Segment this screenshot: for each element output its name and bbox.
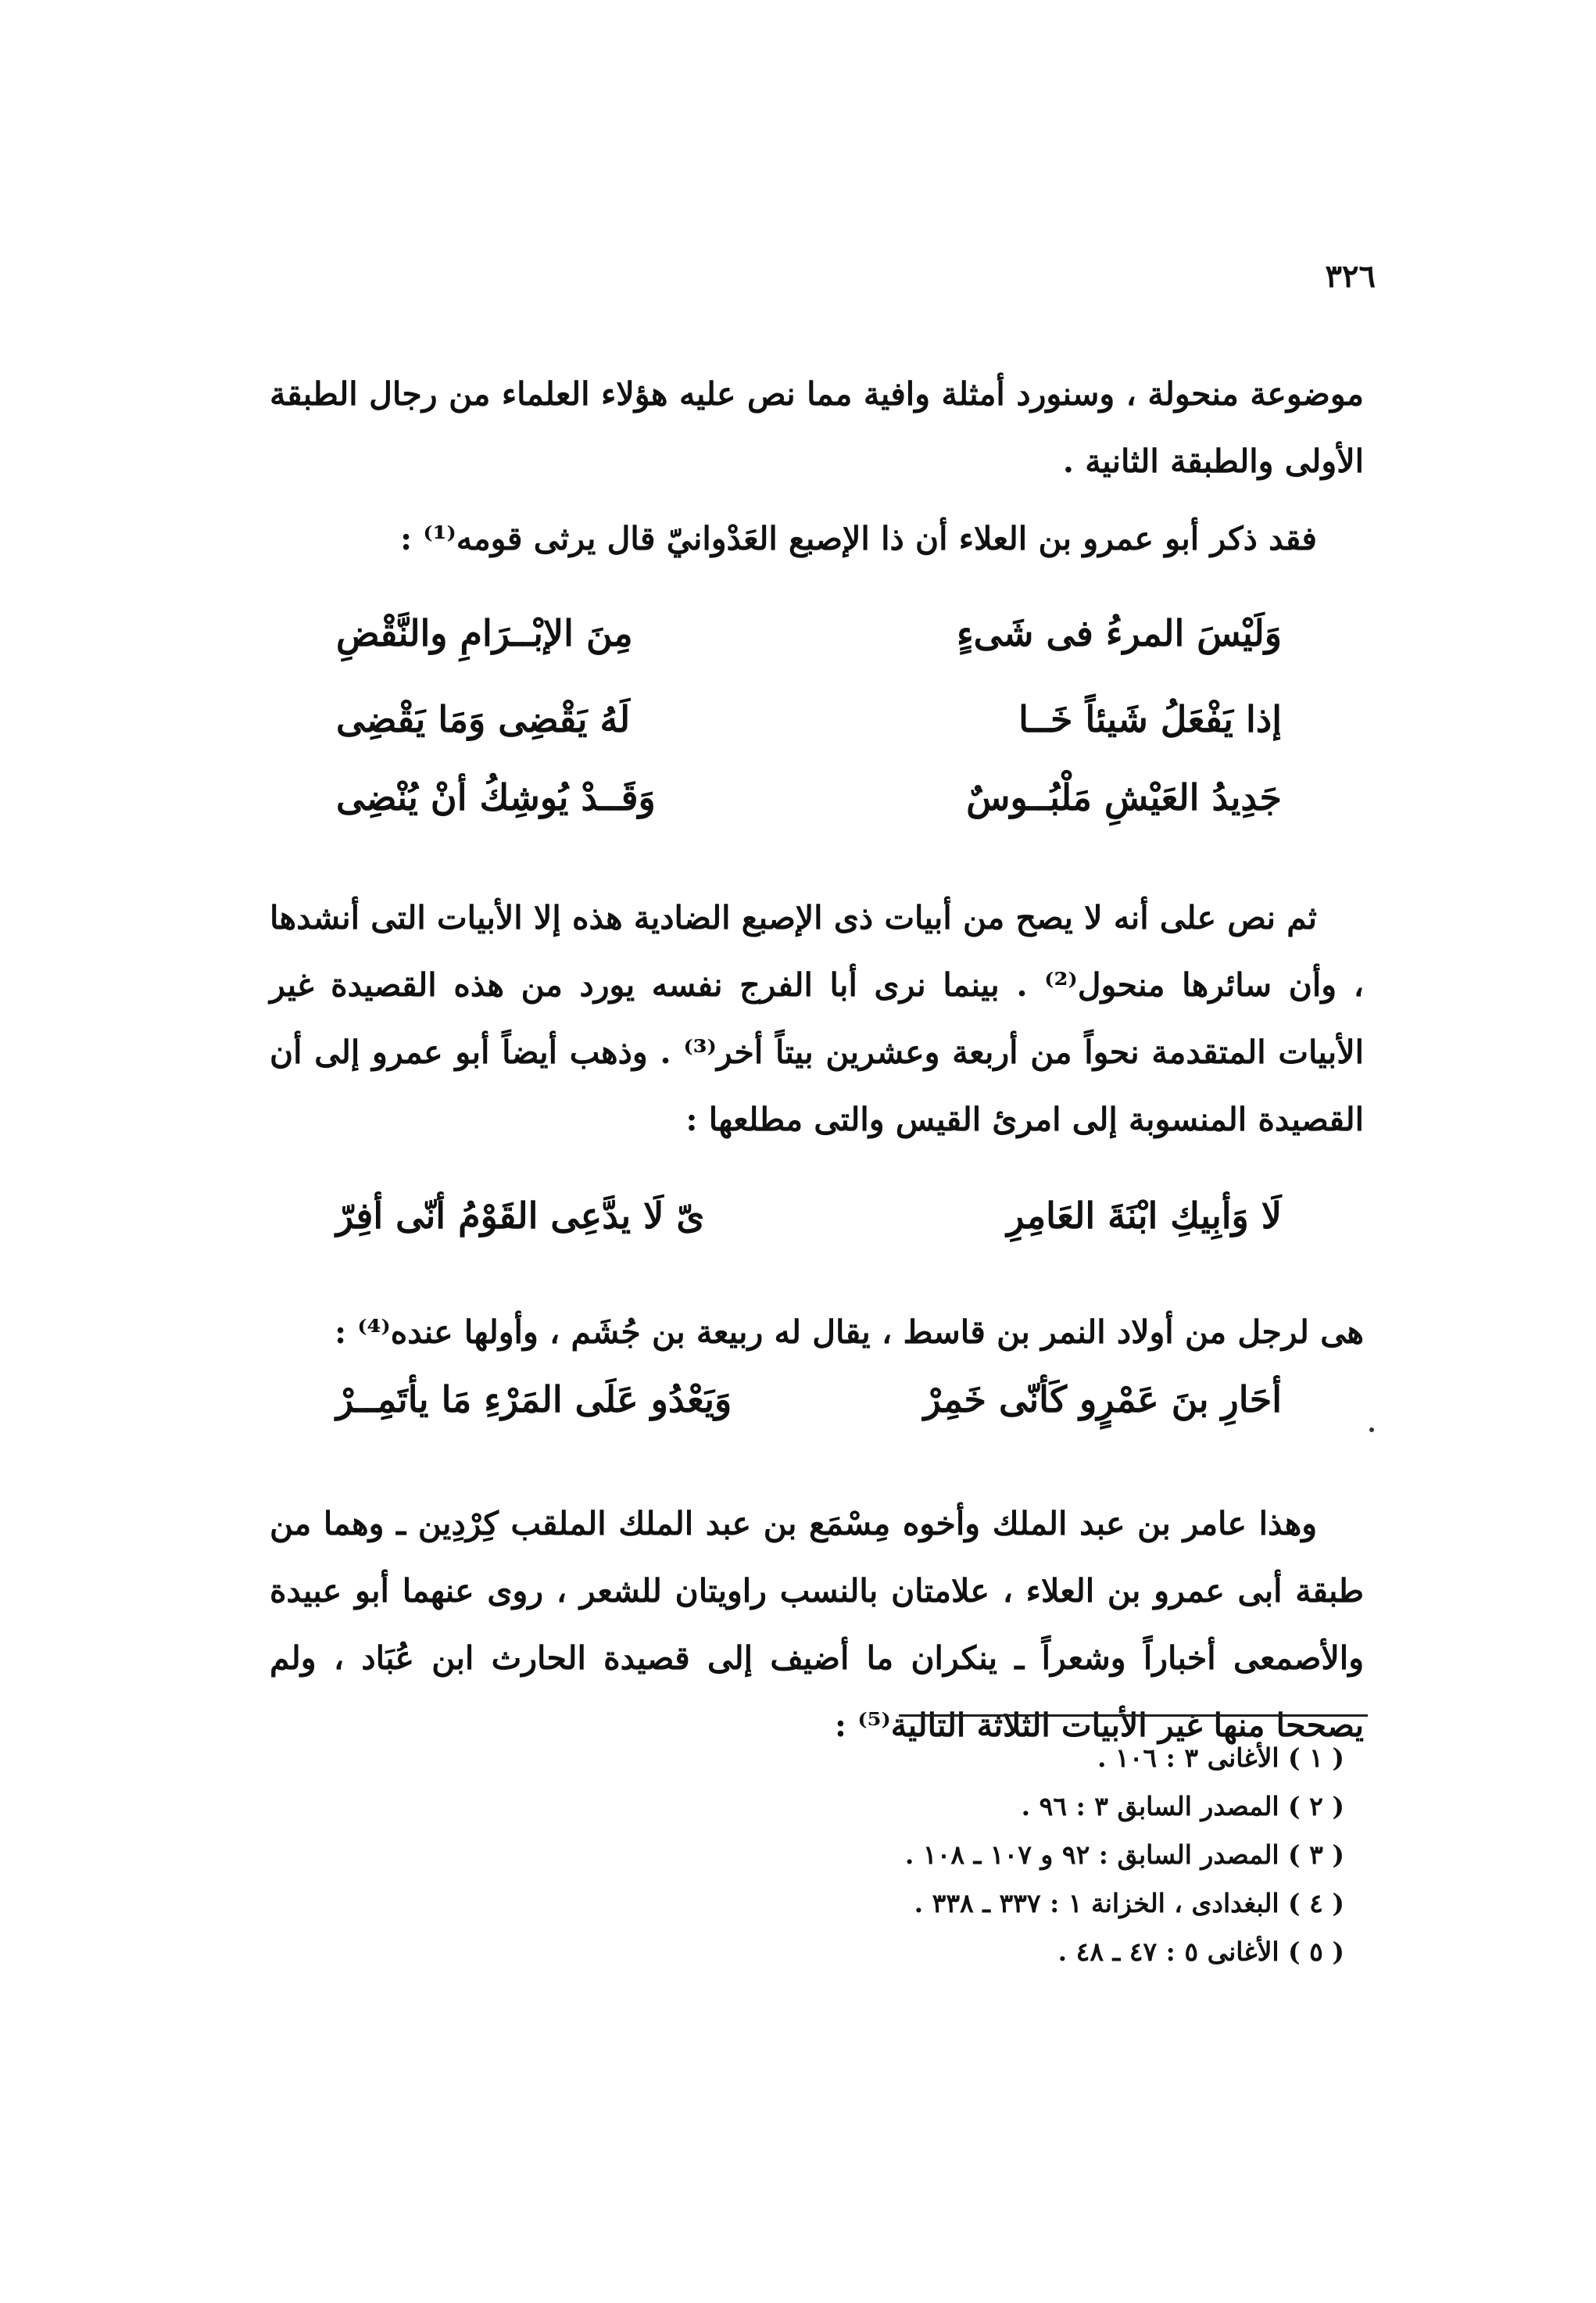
- paragraph-intro: موضوعة منحولة ، وسنورد أمثلة وافية مما نص عليه هؤلاء العلماء من رجال الطبقة الأولى والطبقة الثانية .: [270, 375, 1364, 480]
- footnotes: [547, 1734, 1344, 1976]
- verse-5-second-hemistich: وَيَعْدُو عَلَى المَرْءِ مَا يأتَمِــرْ: [336, 1378, 732, 1420]
- verse-4: [336, 1177, 1282, 1255]
- footnote: ( ٣ ) المصدر السابق : ٩٢ و ١٠٧ ـ ١٠٨ .: [904, 1839, 1344, 1870]
- verse-2-first-hemistich: إذا يَفْعَلُ شَيئاً خَــا: [1018, 698, 1282, 740]
- page-number: ٣٢٦: [1325, 258, 1376, 295]
- verse-1-second-hemistich: مِنَ الإبْــرَامِ والنَّقْضِ: [336, 612, 633, 654]
- stray-mark: [1369, 1427, 1374, 1432]
- footnote: ( ٤ ) البغدادى ، الخزانة ١ : ٣٣٧ ـ ٣٣٨ .: [914, 1888, 1344, 1918]
- footnote: ( ١ ) الأغانى ٣ : ١٠٦ .: [1097, 1742, 1344, 1773]
- paragraph-amir: وهذا عامر بن عبد الملك وأخوه مِسْمَع بن عبد الملك الملقب كِرْدِين ـ وهما من طبقة أبى عمرو بن العلاء ، علامتان بالنسب راويتان للشعر ، روى عنهما أبو عبيدة والأصمعى أخباراً وشعراً ـ ينكران ما أضيف إلى قصيدة الحارث ابن عُبَاد ، ولم يصححا منها غير الأبيات الثلاثة التالية⁽⁵⁾ :: [270, 1505, 1364, 1744]
- verse-1: [336, 594, 1282, 672]
- verse-4-first-hemistich: لَا وَأبِيكِ ابْنَةَ العَامِرِ: [1007, 1194, 1282, 1237]
- verse-3-first-hemistich: جَدِيدُ العَيْشِ مَلْبُــوسٌ: [966, 776, 1282, 818]
- paragraph-dadiya: ثم نص على أنه لا يصح من أبيات ذى الإصبع الضادية هذه إلا الأبيات التى أنشدها ، وأن سائرها منحول⁽²⁾ . بينما نرى أبا الفرج نفسه يورد من هذه القصيدة غير الأبيات المتقدمة نحواً من أربعة وعشرين بيتاً أخر⁽³⁾ . وذهب أيضاً أبو عمرو إلى أن القصيدة المنسوبة إلى امرئ القيس والتى مطلعها :: [270, 899, 1365, 1138]
- verse-5: [336, 1360, 1282, 1438]
- verse-5-first-hemistich: أحَارِ بنَ عَمْرٍو كَأنّى خَمِرْ: [923, 1378, 1282, 1420]
- paragraph-abu-amr: فقد ذكر أبو عمرو بن العلاء أن ذا الإصبع العَدْوانيّ قال يرثى قومه⁽¹⁾ :: [399, 520, 1317, 557]
- footnote-divider: [899, 1714, 1368, 1717]
- verse-3: [336, 758, 1282, 836]
- footnote: ( ٢ ) المصدر السابق ٣ : ٩٦ .: [1021, 1791, 1344, 1821]
- verse-4-second-hemistich: ىّ لَا يدَّعِى القَوْمُ أنّى أفِرّ: [336, 1194, 705, 1237]
- verse-3-second-hemistich: وَقَــدْ يُوشِكُ أنْ يُنْضِى: [336, 776, 656, 818]
- verse-1-first-hemistich: وَلَيْسَ المرءُ فى شَىءٍ: [956, 612, 1282, 654]
- verse-2-second-hemistich: لَهُ يَقْضِى وَمَا يَقْضِى: [336, 698, 631, 740]
- verse-2: [336, 680, 1282, 758]
- paragraph-rabia: هى لرجل من أولاد النمر بن قاسط ، يقال له ربيعة بن جُشَم ، وأولها عنده⁽⁴⁾ :: [334, 1313, 1364, 1351]
- footnote: ( ٥ ) الأغانى ٥ : ٤٧ ـ ٤٨ .: [1057, 1936, 1344, 1967]
